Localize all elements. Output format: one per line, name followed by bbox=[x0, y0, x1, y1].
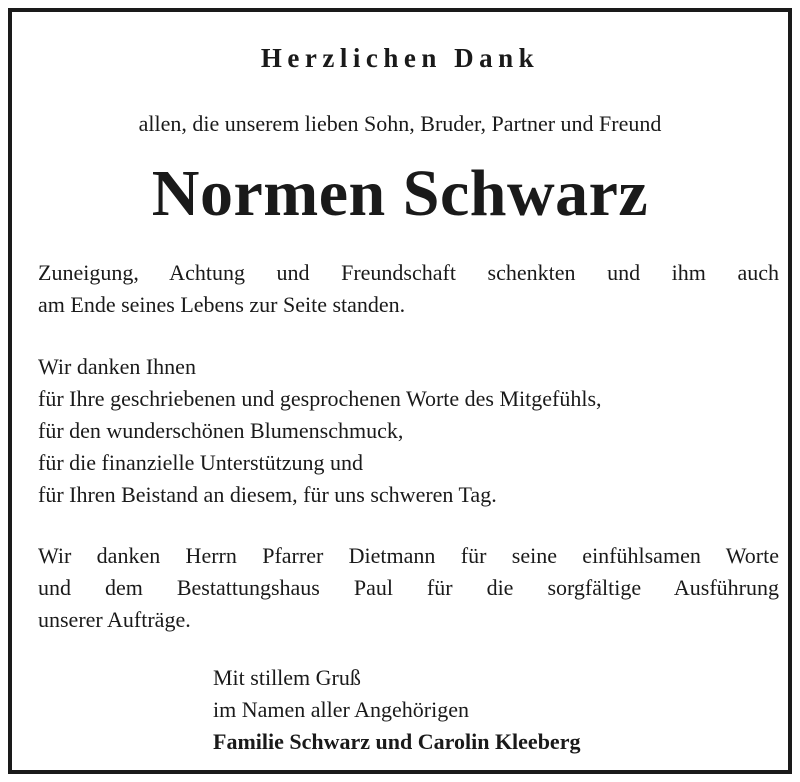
paragraph-line: für die finanzielle Unterstützung und bbox=[38, 450, 364, 475]
closing-block bbox=[213, 662, 580, 758]
paragraph-line: Wir danken Herrn Pfarrer Dietmann für seine einfühlsamen Worte bbox=[38, 543, 779, 568]
notice-frame bbox=[8, 8, 792, 774]
paragraph-line: Zuneigung, Achtung und Freundschaft schenkten und ihm auch bbox=[38, 260, 779, 285]
closing-greeting: Mit stillem Gruß bbox=[213, 665, 361, 690]
intro-line: allen, die unserem lieben Sohn, Bruder, Partner und Freund bbox=[138, 111, 662, 136]
deceased-name: Normen Schwarz bbox=[151, 157, 649, 230]
paragraph-line: am Ende seines Lebens zur Seite standen. bbox=[38, 292, 406, 317]
closing-signature: Familie Schwarz und Carolin Kleeberg bbox=[213, 729, 581, 754]
closing-on-behalf: im Namen aller Angehörigen bbox=[213, 697, 469, 722]
paragraph-line: für Ihre geschriebenen und gesprochenen Worte des Mitgefühls, bbox=[38, 386, 602, 411]
paragraph-line: für den wunderschönen Blumenschmuck, bbox=[38, 418, 404, 443]
paragraph-gratitude bbox=[38, 257, 779, 321]
notice-heading: Herzlichen Dank bbox=[260, 43, 540, 73]
paragraph-line: und dem Bestattungshaus Paul für die sorgfältige Ausführung bbox=[38, 575, 779, 600]
paragraph-pastor-funeral-home bbox=[38, 540, 779, 636]
paragraph-line: für Ihren Beistand an diesem, für uns schweren Tag. bbox=[38, 482, 497, 507]
paragraph-line: unserer Aufträge. bbox=[38, 607, 191, 632]
paragraph-line: Wir danken Ihnen bbox=[38, 354, 196, 379]
paragraph-thanks-list bbox=[38, 351, 779, 511]
